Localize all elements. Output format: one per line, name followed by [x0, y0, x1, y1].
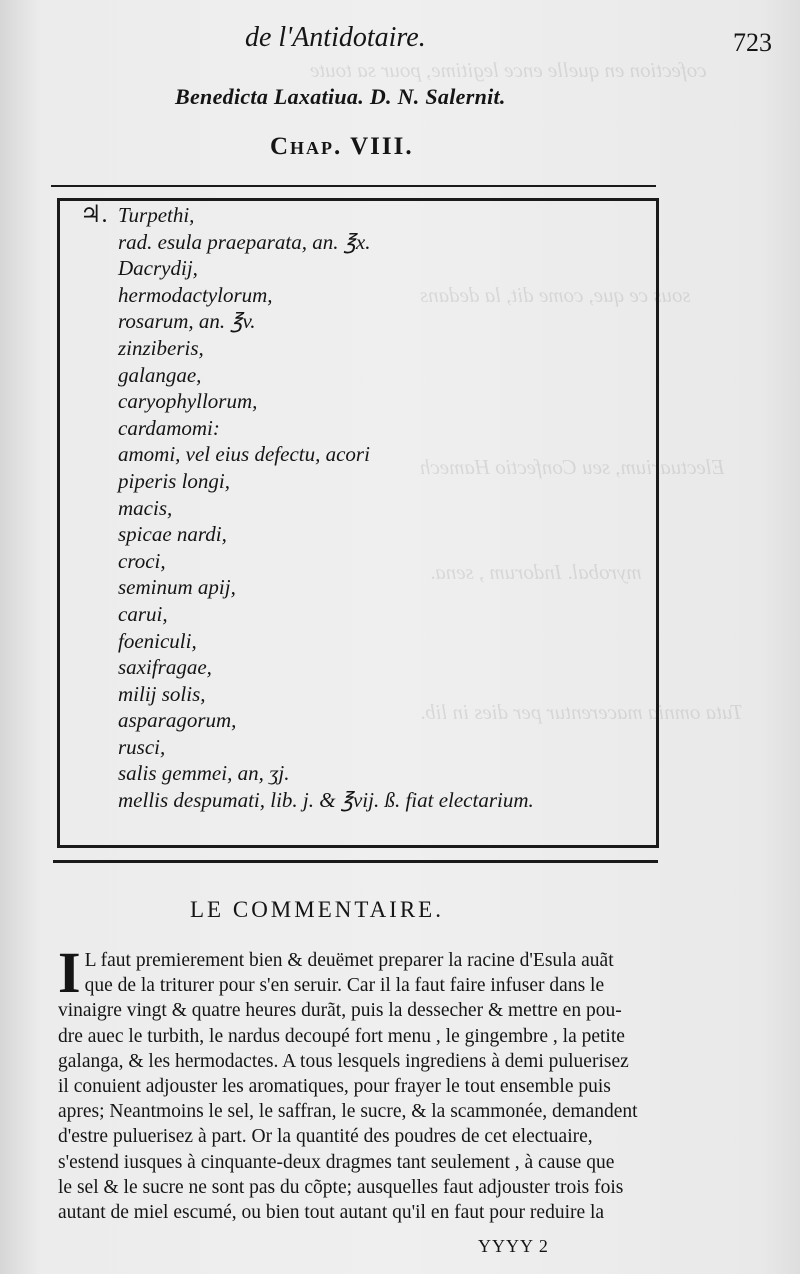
ingredient-line: macis,	[118, 495, 173, 520]
ingredient-line: rusci,	[118, 734, 166, 759]
running-head: de l'Antidotaire.	[245, 22, 426, 53]
text-line: le sel & le sucre ne sont pas du cõpte; ausquelles faut adjouster trois fois	[58, 1176, 624, 1198]
ingredient-line: salis gemmei, an, ʒj.	[118, 761, 290, 786]
ingredient-line: spicae nardi,	[118, 522, 227, 547]
ingredient-line: foeniculi,	[118, 628, 197, 653]
ingredient-line: cardamomi:	[118, 415, 220, 440]
drop-cap: I	[58, 940, 81, 1005]
text-line: vinaigre vingt & quatre heures durãt, puis la dessecher & mettre en pou-	[58, 1000, 622, 1022]
ingredient-line: saxifragae,	[118, 655, 212, 680]
ingredient-line: piperis longi,	[118, 468, 231, 493]
page-number: 723	[733, 28, 772, 57]
ingredient-line: Turpethi,	[118, 203, 195, 227]
text-line: apres; Neantmoins le sel, le saffran, le sucre, & la scammonée, demandent	[58, 1101, 638, 1123]
text-line: il conuient adjouster les aromatiques, pour frayer le tout ensemble puis	[58, 1076, 611, 1098]
show-through-text: myrobal. Indorum , sena.	[430, 560, 642, 584]
recipe-title: Benedicta Laxatiua. D. N. Salernit.	[175, 84, 506, 109]
ingredient-line: hermodactylorum,	[118, 282, 273, 307]
commentary-heading: LE COMMENTAIRE.	[190, 897, 444, 922]
ingredient-line: croci,	[118, 548, 166, 573]
ingredient-line: mellis despumati, lib. j. & ℥vij. ß. fiat electarium.	[118, 788, 534, 813]
top-rule	[51, 185, 656, 187]
text-line: galanga, & les hermodactes. A tous lesquels ingrediens à demi puluerisez	[58, 1050, 629, 1072]
ingredient-line	[118, 815, 534, 842]
signature-mark: YYYY 2	[478, 1236, 549, 1256]
bottom-rule	[53, 860, 658, 863]
text-line: autant de miel escumé, ou bien tout autant qu'il en faut pour reduire la	[58, 1202, 605, 1224]
show-through-text: Electuarium, seu Confectio Hamech	[420, 455, 725, 479]
ingredient-line: rad. esula praeparata, an. ℥x.	[118, 229, 371, 254]
ingredient-line: rosarum, an. ℥v.	[118, 309, 256, 334]
ingredient-list	[118, 203, 534, 841]
text-line: L faut premierement bien & deuëmet preparer la racine d'Esula auãt	[84, 950, 614, 971]
commentary-body	[58, 940, 680, 1225]
text-line: s'estend iusques à cinquante-deux dragmes tant seulement , à cause que	[58, 1151, 615, 1173]
text-line: d'estre puluerisez à part. Or la quantité des poudres de cet electuaire,	[58, 1126, 593, 1148]
text-line: dre auec le turbith, le nardus decoupé fort menu , le gingembre , la petite	[58, 1025, 625, 1047]
chapter-heading: Chap. VIII.	[270, 133, 414, 160]
ingredient-line: zinziberis,	[118, 335, 204, 360]
show-through-text: cofection en quelle ence legitime, pour sa toute	[310, 58, 707, 82]
ingredient-line: amomi, vel eius defectu, acori	[118, 442, 370, 467]
show-through-text: Tuta omnia macerentur per dies in lib.	[420, 700, 743, 724]
ingredient-line: caryophyllorum,	[118, 389, 258, 414]
show-through-text: sous ce que, come dit, la dedans	[420, 283, 691, 307]
ingredient-line: galangae,	[118, 362, 202, 387]
ingredient-line: Dacrydij,	[118, 256, 198, 281]
text-line: que de la triturer pour s'en seruir. Car il la faut faire infuser dans le	[84, 975, 605, 997]
ingredient-line: asparagorum,	[118, 708, 237, 733]
recipe-symbol: ♃.	[80, 202, 108, 228]
ingredient-line: milij solis,	[118, 681, 206, 706]
ingredient-line: carui,	[118, 601, 168, 626]
ingredient-line: seminum apij,	[118, 575, 236, 600]
